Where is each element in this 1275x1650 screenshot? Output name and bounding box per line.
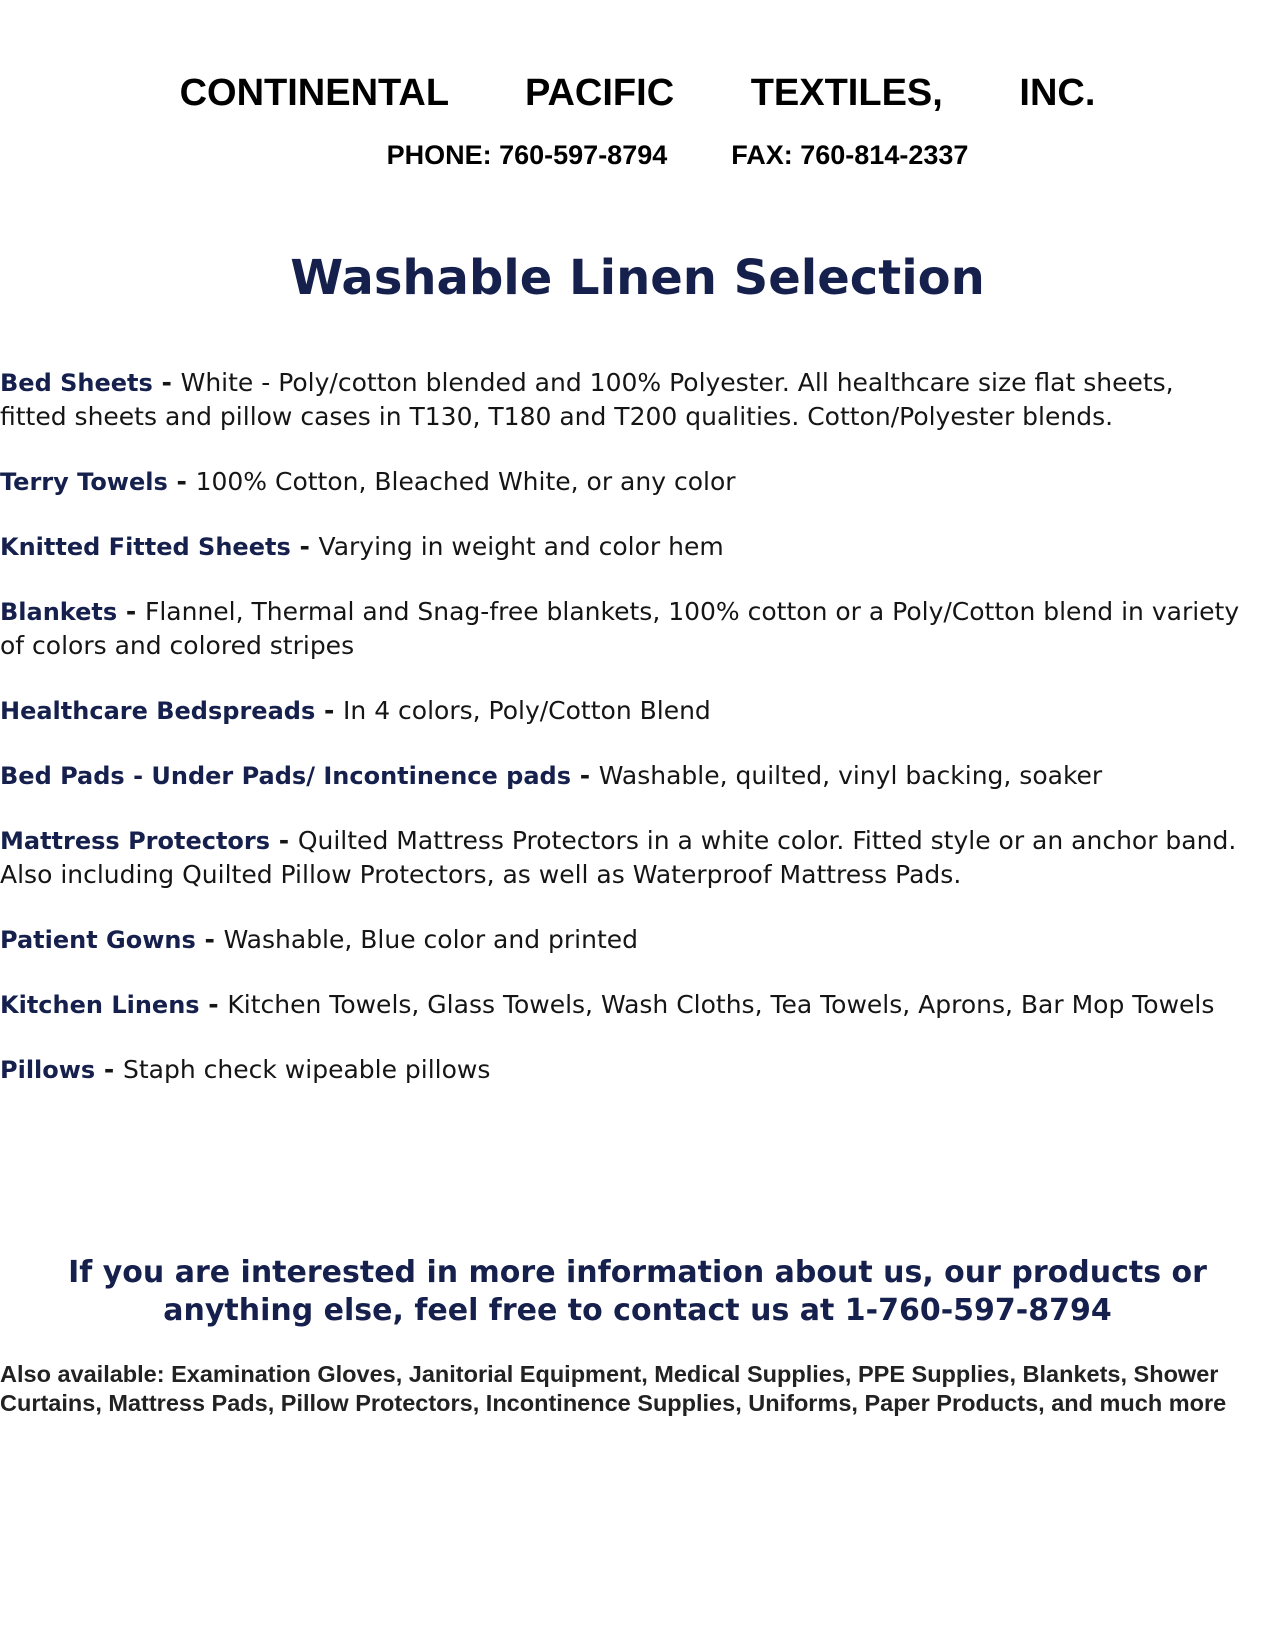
contact-line [0, 140, 1275, 171]
list-item: Knitted Fitted Sheets - Varying in weight and color hem [0, 532, 724, 561]
list-item: Pillows - Staph check wipeable pillows [0, 1055, 491, 1084]
item-description: 100% Cotton, Bleached White, or any color [195, 467, 736, 496]
contact-call-to-action: If you are interested in more information about us, our products or anything else, feel free to contact us at 1-760-597-8794 [68, 1255, 1207, 1328]
list-item: Healthcare Bedspreads - In 4 colors, Poly/Cotton Blend [0, 696, 711, 725]
fax-number: FAX: 760-814-2337 [731, 140, 969, 170]
list-item: Mattress Protectors - Quilted Mattress Protectors in a white color. Fitted style or an anchor band. Also including Quilted Pillow Protectors, as well as Waterproof Mattress Pads. [0, 826, 1237, 889]
item-name: Terry Towels [0, 468, 168, 496]
list-item: Kitchen Linens - Kitchen Towels, Glass Towels, Wash Cloths, Tea Towels, Aprons, Bar Mop Towels [0, 990, 1215, 1019]
product-list [0, 366, 1240, 1118]
also-available-note: Also available: Examination Gloves, Janitorial Equipment, Medical Supplies, PPE Supplies, Blankets, Shower Curtains, Mattress Pads, Pillow Protectors, Incontinence Supplies, Uniforms, Paper Products, and much more [0, 1361, 1227, 1416]
item-description: Staph check wipeable pillows [123, 1055, 491, 1084]
item-name: Blankets [0, 598, 118, 626]
company-name: CONTINENTAL PACIFIC TEXTILES, INC. [179, 72, 1096, 114]
item-description: Varying in weight and color hem [318, 532, 724, 561]
item-name: Knitted Fitted Sheets [0, 533, 291, 561]
item-name: Bed Sheets [0, 369, 153, 397]
item-description: Washable, Blue color and printed [223, 925, 639, 954]
item-name: Patient Gowns [0, 926, 196, 954]
item-name: Healthcare Bedspreads [0, 697, 316, 725]
list-item: Blankets - Flannel, Thermal and Snag-free blankets, 100% cotton or a Poly/Cotton blend in variety of colors and colored stripes [0, 597, 1240, 660]
item-description: Flannel, Thermal and Snag-free blankets, 100% cotton or a Poly/Cotton blend in variety of colors and colored stripes [0, 597, 1240, 660]
item-name: Mattress Protectors [0, 827, 271, 855]
item-description: Washable, quilted, vinyl backing, soaker [598, 761, 1103, 790]
list-item: Bed Pads - Under Pads/ Incontinence pads - Washable, quilted, vinyl backing, soaker [0, 761, 1103, 790]
item-name: Pillows [0, 1056, 96, 1084]
item-description: Kitchen Towels, Glass Towels, Wash Cloths, Tea Towels, Aprons, Bar Mop Towels [227, 990, 1215, 1019]
page-title: Washable Linen Selection [290, 250, 985, 306]
list-item: Terry Towels - 100% Cotton, Bleached White, or any color [0, 467, 736, 496]
item-description: In 4 colors, Poly/Cotton Blend [343, 696, 711, 725]
list-item: Patient Gowns - Washable, Blue color and printed [0, 925, 639, 954]
item-description: White - Poly/cotton blended and 100% Polyester. All healthcare size flat sheets, fitted sheets and pillow cases in T130, T180 and T200 qualities. Cotton/Polyester blends. [0, 368, 1174, 431]
item-description: Quilted Mattress Protectors in a white color. Fitted style or an anchor band. Also including Quilted Pillow Protectors, as well as Waterproof Mattress Pads. [0, 826, 1237, 889]
list-item: Bed Sheets - White - Poly/cotton blended and 100% Polyester. All healthcare size flat sheets, fitted sheets and pillow cases in T130, T180 and T200 qualities. Cotton/Polyester blends. [0, 368, 1174, 431]
phone-number: PHONE: 760-597-8794 [386, 140, 668, 170]
item-name: Bed Pads - Under Pads/ Incontinence pads [0, 762, 571, 790]
item-name: Kitchen Linens [0, 991, 200, 1019]
